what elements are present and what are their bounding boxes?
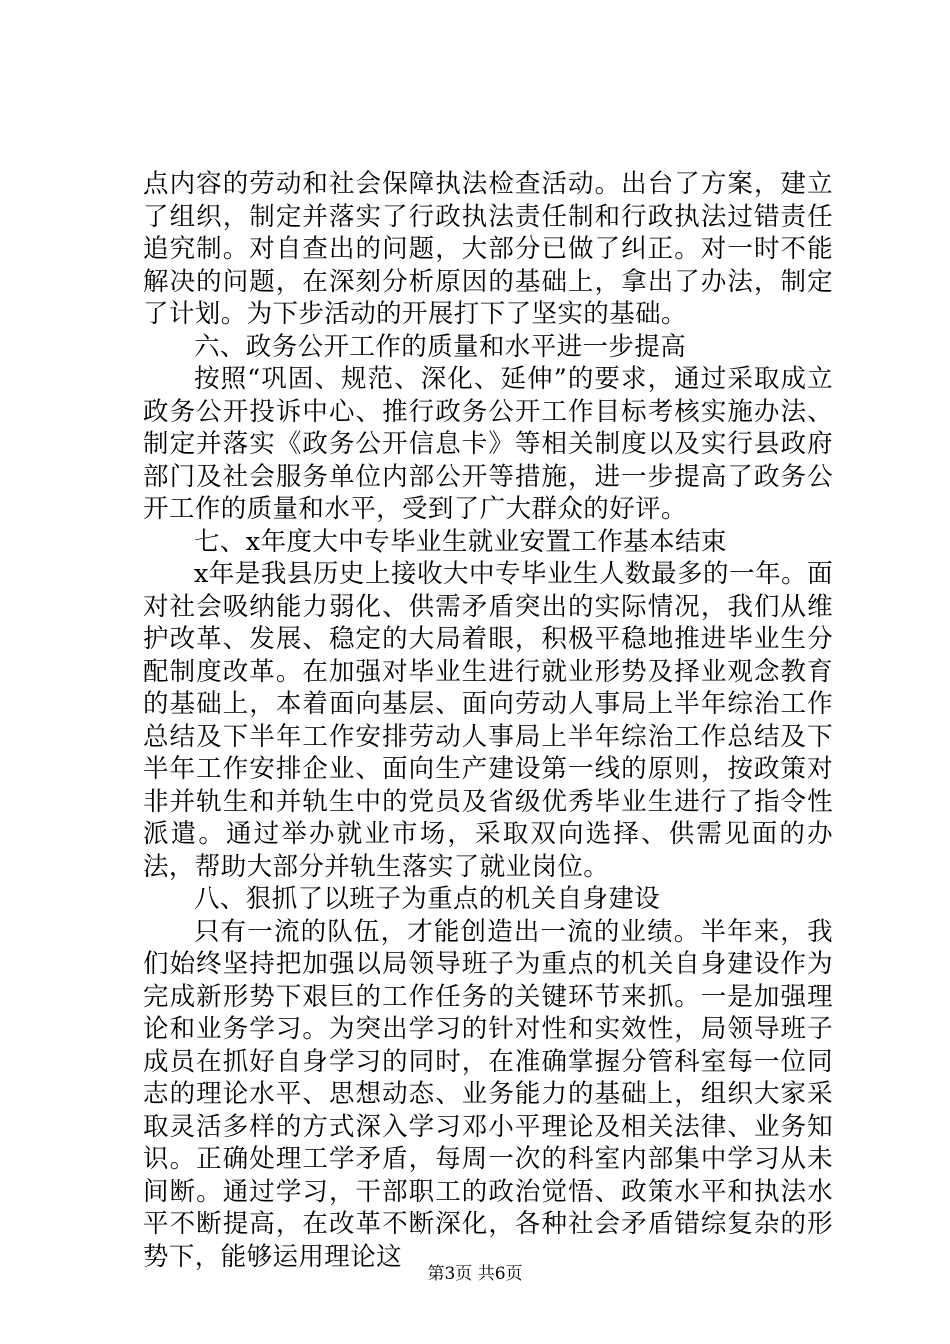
paragraph: 按照“巩固、规范、深化、延伸”的要求，通过采取成立政务公开投诉中心、推行政务公开工作目标考核实施办法、制定并落实《政务公开信息卡》等相关制度以及实行县政府部门及社会服务单位内部公开等措施，进一步提高了政务公开工作的质量和水平，受到了广大群众的好评。 bbox=[143, 364, 833, 524]
section-heading: 八、狠抓了以班子为重点的机关自身建设 bbox=[194, 884, 661, 914]
paragraph: 点内容的劳动和社会保障执法检查活动。出台了方案，建立了组织，制定并落实了行政执法责任制和行政执法过错责任追究制。对自查出的问题，大部分已做了纠正。对一时不能解决的问题，在深刻分析原因的基础上，拿出了办法，制定了计划。为下步活动的开展打下了坚实的基础。 bbox=[143, 169, 833, 329]
paragraph: 只有一流的队伍，才能创造出一流的业绩。半年来，我们始终坚持把加强以局领导班子为重点的机关自身建设作为完成新形势下艰巨的工作任务的关键环节来抓。一是加强理论和业务学习。为突出学习的针对性和实效性，局领导班子成员在抓好自身学习的同时，在准确掌握分管科室每一位同志的理论水平、思想动态、业务能力的基础上，组织大家采取灵活多样的方式深入学习邓小平理论及相关法律、业务知识。正确处理工学矛盾，每周一次的科室内部集中学习从未间断。通过学习，干部职工的政治觉悟、政策水平和执法水平不断提高，在改革不断深化，各种社会矛盾错综复杂的形势下，能够运用理论这 bbox=[143, 916, 833, 1272]
section-heading: 七、x年度大中专毕业生就业安置工作基本结束 bbox=[194, 526, 727, 557]
page-footer: 第3页 共6页 bbox=[427, 1264, 523, 1284]
document-body bbox=[143, 168, 833, 1273]
section-heading: 六、政务公开工作的质量和水平进一步提高 bbox=[194, 331, 687, 362]
paragraph: x年是我县历史上接收大中专毕业生人数最多的一年。面对社会吸纳能力弱化、供需矛盾突出的实际情况，我们从维护改革、发展、稳定的大局着眼，积极平稳地推进毕业生分配制度改革。在加强对毕业生进行就业形势及择业观念教育的基础上，本着面向基层、面向劳动人事局上半年综治工作总结及下半年工作安排劳动人事局上半年综治工作总结及下半年工作安排企业、面向生产建设第一线的原则，按政策对非并轨生和并轨生中的党员及省级优秀毕业生进行了指令性派遣。通过举办就业市场，采取双向选择、供需见面的办法，帮助大部分并轨生落实了就业岗位。 bbox=[143, 559, 833, 882]
